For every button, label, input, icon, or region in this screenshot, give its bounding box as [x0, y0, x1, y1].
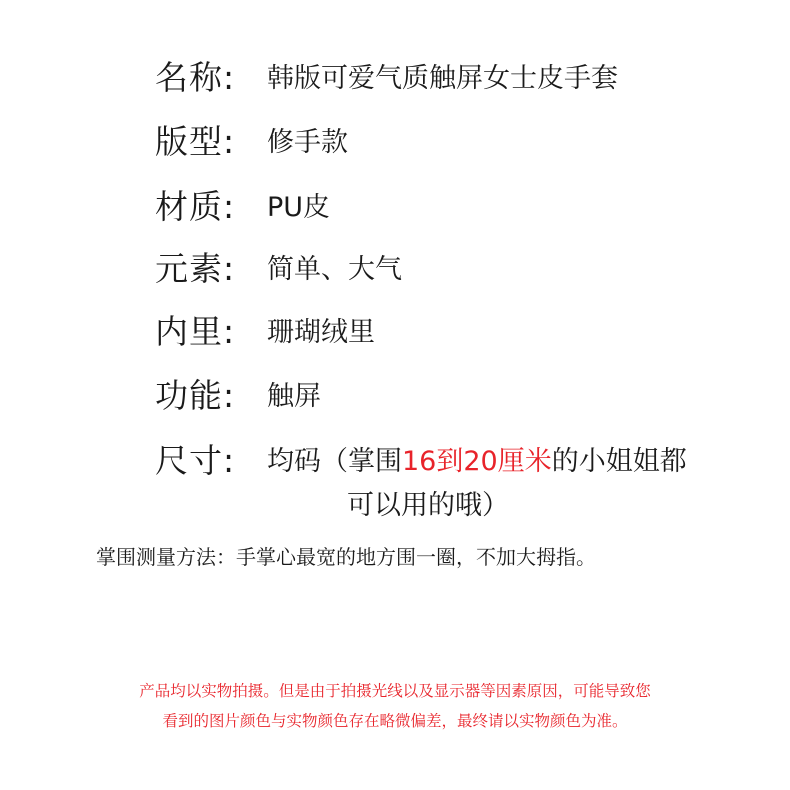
spec-label-material: 材质:	[155, 187, 236, 226]
spec-row-elements	[0, 243, 790, 295]
spec-value-material: PU皮	[267, 192, 331, 223]
spec-label-fit: 版型:	[155, 122, 236, 161]
size-value-line2: 可以用的哦）	[347, 490, 509, 521]
spec-row-function	[0, 370, 790, 422]
spec-label-function: 功能:	[155, 376, 236, 415]
size-value-suffix: 的小姐姐都	[551, 446, 687, 477]
spec-value-elements: 简单、大气	[267, 254, 402, 285]
spec-label-elements: 元素:	[155, 249, 236, 288]
spec-row-material	[0, 181, 790, 233]
disclaimer-line2: 看到的图片颜色与实物颜色存在略微偏差，最终请以实物颜色为准。	[162, 712, 628, 730]
spec-row-fit	[0, 116, 790, 168]
spec-label-lining: 内里:	[155, 312, 236, 351]
disclaimer-line1: 产品均以实物拍摄。但是由于拍摄光线以及显示器等因素原因，可能导致您	[139, 682, 651, 700]
spec-value-name: 韩版可爱气质触屏女士皮手套	[267, 63, 618, 94]
spec-row-size	[0, 435, 790, 487]
spec-row-name	[0, 52, 790, 104]
measure-note: 掌围测量方法：手掌心最宽的地方围一圈，不加大拇指。	[96, 545, 596, 569]
spec-value-function: 触屏	[267, 381, 321, 412]
spec-label-name: 名称:	[155, 58, 236, 97]
spec-row-lining	[0, 306, 790, 358]
spec-value-lining: 珊瑚绒里	[267, 317, 375, 348]
spec-value-fit: 修手款	[267, 127, 348, 158]
spec-value-size	[267, 440, 687, 484]
size-value-prefix: 均码（掌围	[267, 446, 402, 477]
size-value-highlight: 16到20厘米	[402, 446, 552, 477]
spec-label-size: 尺寸:	[155, 441, 236, 480]
